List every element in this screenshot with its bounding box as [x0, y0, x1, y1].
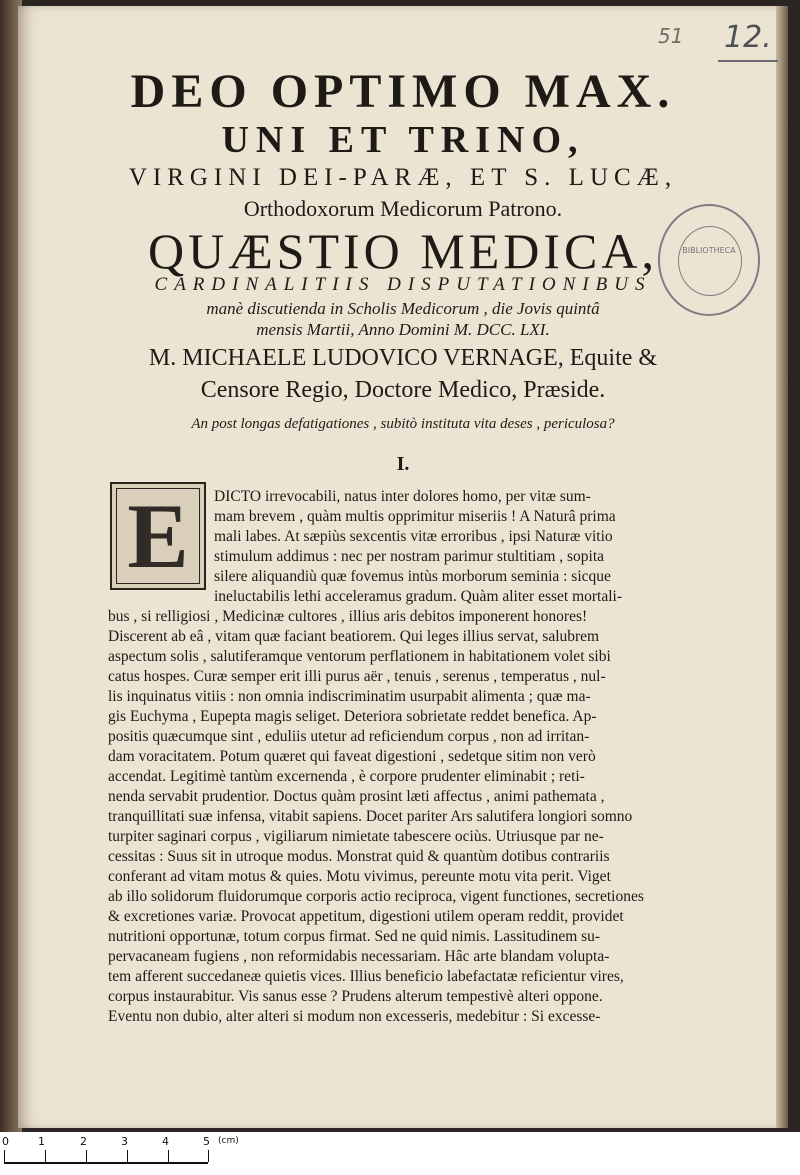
- body-line: accendat. Legitimè tantùm excernenda , è corpore prudenter eliminabit ; reti-: [108, 768, 585, 785]
- body-line: ineluctabilis lethi acceleramus gradum. Quàm aliter esset mortali-: [214, 588, 623, 605]
- dedication-line-4: Orthodoxorum Medicorum Patrono.: [243, 196, 563, 221]
- body-line: gis Euchyma , Eupepta magis seliget. Deteriora sobrietate reddet benefica. Ap-: [108, 708, 597, 725]
- body-line: tem afferent succedaneæ quietis vices. Illius beneficio labefactatæ reficientur vires,: [108, 968, 624, 985]
- ruler-tick: [45, 1150, 46, 1162]
- body-line: ab illo solidorum fluidorumque corporis actio reciproca, vigent functiones, secretiones: [108, 888, 644, 905]
- ruler-label: 3: [121, 1135, 128, 1148]
- body-line: silere aliquandiù quæ fovemus intùs morborum seminia : sicque: [214, 568, 611, 585]
- body-line: conferant ad vitam motus & quies. Motu vivimus, pereunte motu vita perit. Viget: [108, 868, 611, 885]
- body-line: DICTO irrevocabili, natus inter dolores homo, per vitæ sum-: [214, 488, 591, 505]
- ruler-label: 5: [203, 1135, 210, 1148]
- body-line: Discerent ab eâ , vitam quæ faciant beatiorem. Qui leges illius servat, salubrem: [108, 628, 600, 645]
- body-line: mam brevem , quàm multis opprimitur miseriis ! A Naturâ prima: [214, 508, 616, 525]
- handwritten-underline: [718, 60, 778, 62]
- dedication-line-2: UNI ET TRINO,: [221, 119, 585, 161]
- ruler-bar: [4, 1162, 208, 1164]
- body-line: aspectum solis , salutiferamque ventorum perflationem in habitationem volet sibi: [108, 648, 611, 665]
- ruler-label: 1: [38, 1135, 45, 1148]
- body-line: tranquillitati suæ infensa, vitabit sapiens. Docet pariter Ars salutifera longiori somno: [108, 808, 633, 825]
- ruler-label: 0: [2, 1135, 9, 1148]
- ruler-label: 2: [80, 1135, 87, 1148]
- praeses-line-2: Censore Regio, Doctore Medico, Præside.: [200, 377, 606, 403]
- disputation-date-line-1: manè discutienda in Scholis Medicorum , die Jovis quintâ: [206, 299, 600, 318]
- body-line: corpus instaurabitur. Vis sanus esse ? Prudens alterum tempestivè alteri oppone.: [108, 988, 603, 1005]
- body-line: & excretiones variæ. Provocat appetitum, digestioni utilem operam reddit, providet: [108, 908, 624, 925]
- body-line: turpiter saginari corpus , vigiliarum nimietate tabescere ociùs. Utriusque par ne-: [108, 828, 604, 845]
- handwritten-number-a: 51: [658, 24, 684, 48]
- ruler-tick: [86, 1150, 87, 1162]
- ruler-label: 4: [162, 1135, 169, 1148]
- body-line: stimulum addimus : nec per nostram parimur stultitiam , sopita: [214, 548, 605, 565]
- ruler-unit: (cm): [218, 1136, 239, 1146]
- body-line: cessitas : Suus sit in utroque modus. Monstrat quid & quantùm dotibus contrariis: [108, 848, 610, 865]
- body-line: mali labes. At sæpiùs sexcentis vitæ erroribus , ipsi Naturæ vitio: [214, 528, 613, 545]
- body-line: Eventu non dubio, alter alteri si modum non excesseris, medebitur : Si excesse-: [108, 1008, 601, 1025]
- section-number: I.: [396, 453, 410, 475]
- ruler-tick: [208, 1150, 209, 1162]
- ruler-tick: [168, 1150, 169, 1162]
- scale-ruler: [0, 1132, 800, 1175]
- body-line: nenda servabit prudentior. Doctus quàm prosint læti affectus , animi pathemata ,: [108, 788, 605, 805]
- body-line: catus hospes. Curæ semper erit illi purus aër , tenuis , serenus , temperatus , nul-: [108, 668, 606, 685]
- body-line: dam voracitatem. Potum quæret qui faveat digestioni , sedetque sitim non verò: [108, 748, 596, 765]
- stamp-text: BIBLIOTHECA: [682, 246, 736, 255]
- body-line: positis quæcumque sint , eduliis utetur ad reficiendum corpus , non ad irritan-: [108, 728, 590, 745]
- stamp-inner-ring: [678, 226, 742, 296]
- body-line: nutritioni opportunæ, totum corpus firmat. Sed ne quid nimis. Lassitudinem su-: [108, 928, 601, 945]
- ruler-tick: [4, 1150, 5, 1162]
- disputation-heading: CARDINALITIIS DISPUTATIONIBUS: [154, 274, 652, 295]
- body-line: lis inquinatus vitiis : non omnia indiscriminatim usurpabit alimenta ; quæ ma-: [108, 688, 591, 705]
- dedication-line-3: VIRGINI DEI-PARÆ, ET S. LUCÆ,: [128, 164, 678, 191]
- praeses-line-1: M. MICHAELE LUDOVICO VERNAGE, Equite &: [148, 345, 658, 371]
- thesis-question: An post longas defatigationes , subitò instituta vita deses , periculosa?: [191, 416, 615, 432]
- ruler-tick: [127, 1150, 128, 1162]
- body-line: bus , si relligiosi , Medicinæ cultores , illius aris debitos imponerent honores!: [108, 608, 588, 625]
- disputation-date-line-2: mensis Martii, Anno Domini M. DCC. LXI.: [256, 320, 550, 339]
- handwritten-number-b: 12.: [724, 20, 772, 55]
- initial-letter: E: [127, 485, 189, 587]
- dedication-line-1: DEO OPTIMO MAX.: [130, 65, 676, 118]
- decorated-initial: [110, 482, 206, 590]
- body-line: pervacaneam fugiens , non reformidabis necessariam. Hâc arte blandam volupta-: [108, 948, 610, 965]
- book-page: [18, 6, 788, 1128]
- library-stamp: [658, 204, 760, 316]
- thesis-title: QUÆSTIO MEDICA,: [148, 223, 658, 279]
